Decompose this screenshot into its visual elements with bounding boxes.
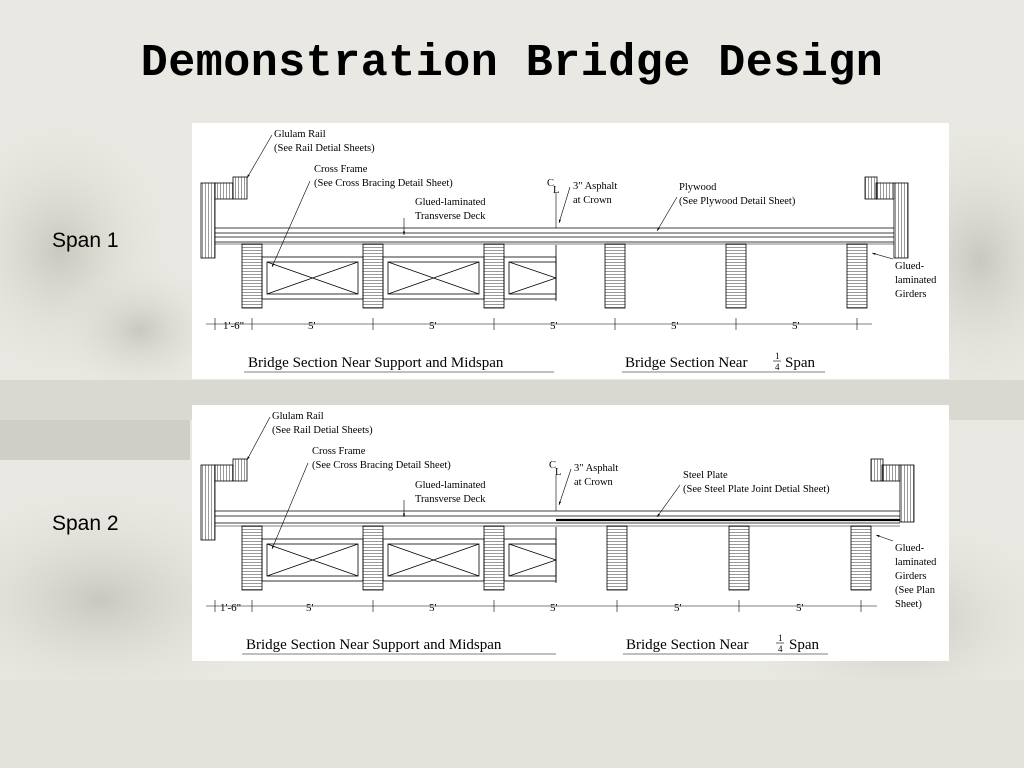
surface-label: Plywood	[679, 182, 717, 193]
page-title: Demonstration Bridge Design	[140, 38, 884, 89]
glulam-rail-label: Glulam Rail	[274, 129, 326, 140]
caption-frac-num: 1	[778, 633, 783, 643]
surface-ref: (See Steel Plate Joint Detial Sheet)	[683, 484, 830, 495]
span-1-label: Span 1	[52, 229, 119, 252]
glulam-rail-ref: (See Rail Detial Sheets)	[274, 143, 375, 154]
dim-5: 5'	[674, 602, 682, 614]
deck-label-2: Transverse Deck	[415, 211, 486, 222]
surface-ref: (See Plywood Detail Sheet)	[679, 196, 796, 207]
deck-label-1: Glued-laminated	[415, 480, 486, 491]
girders-label-1: Glued-	[895, 261, 925, 272]
centerline-l: L	[555, 467, 562, 478]
girders-label-4: (See Plan	[895, 585, 935, 596]
girders	[242, 244, 867, 308]
asphalt-label-2: at Crown	[573, 195, 612, 206]
dim-3: 5'	[429, 320, 437, 332]
caption-left: Bridge Section Near Support and Midspan	[246, 637, 502, 653]
right-rail	[871, 459, 914, 522]
span-2-section-svg	[192, 405, 949, 661]
span-1-section-svg	[192, 123, 949, 379]
girders	[242, 526, 871, 590]
cross-frame-label: Cross Frame	[312, 446, 366, 457]
deck-label-1: Glued-laminated	[415, 197, 486, 208]
girders-label-2: laminated	[895, 275, 937, 286]
dim-6: 5'	[792, 320, 800, 332]
dim-4: 5'	[550, 602, 558, 614]
cross-frame-ref: (See Cross Bracing Detail Sheet)	[312, 460, 451, 471]
caption-left: Bridge Section Near Support and Midspan	[248, 355, 504, 371]
dim-3: 5'	[429, 602, 437, 614]
cross-frames	[262, 245, 556, 301]
centerline-c: C	[549, 460, 557, 471]
deck	[215, 511, 900, 526]
cross-frame-ref: (See Cross Bracing Detail Sheet)	[314, 178, 453, 189]
dim-6: 5'	[796, 602, 804, 614]
span-2-label: Span 2	[52, 512, 119, 535]
caption-right-post: Span	[785, 355, 815, 371]
girders-label-3: Girders	[895, 571, 927, 582]
girders-label-3: Girders	[895, 289, 927, 300]
asphalt-label-2: at Crown	[574, 477, 613, 488]
deck	[215, 228, 894, 244]
centerline-c: C	[547, 178, 555, 189]
asphalt-label-1: 3" Asphalt	[573, 181, 618, 192]
dim-2: 5'	[308, 320, 316, 332]
glulam-rail-ref: (See Rail Detial Sheets)	[272, 425, 373, 436]
girders-label-2: laminated	[895, 557, 937, 568]
cross-frame-label: Cross Frame	[314, 164, 368, 175]
span-2-drawing	[192, 405, 949, 661]
span-1-drawing	[192, 123, 949, 379]
caption-right-pre: Bridge Section Near	[626, 637, 749, 653]
caption-frac-num: 1	[775, 351, 780, 361]
dim-1: 1'-6"	[220, 602, 242, 614]
glulam-rail-label: Glulam Rail	[272, 411, 324, 422]
right-rail	[865, 177, 908, 258]
caption-frac-den: 4	[778, 644, 783, 654]
left-rail	[201, 177, 247, 258]
surface-label: Steel Plate	[683, 470, 728, 481]
dim-2: 5'	[306, 602, 314, 614]
girders-label-1: Glued-	[895, 543, 925, 554]
caption-frac-den: 4	[775, 362, 780, 372]
dim-4: 5'	[550, 320, 558, 332]
asphalt-label-1: 3" Asphalt	[574, 463, 619, 474]
centerline-l: L	[553, 185, 560, 196]
girders-label-5: Sheet)	[895, 599, 922, 610]
dimension-line	[206, 318, 872, 330]
left-rail	[201, 459, 247, 540]
deck-label-2: Transverse Deck	[415, 494, 486, 505]
caption-right-post: Span	[789, 637, 819, 653]
cross-frames	[262, 527, 556, 583]
caption-right-pre: Bridge Section Near	[625, 355, 748, 371]
dim-5: 5'	[671, 320, 679, 332]
dim-1: 1'-6"	[223, 320, 245, 332]
